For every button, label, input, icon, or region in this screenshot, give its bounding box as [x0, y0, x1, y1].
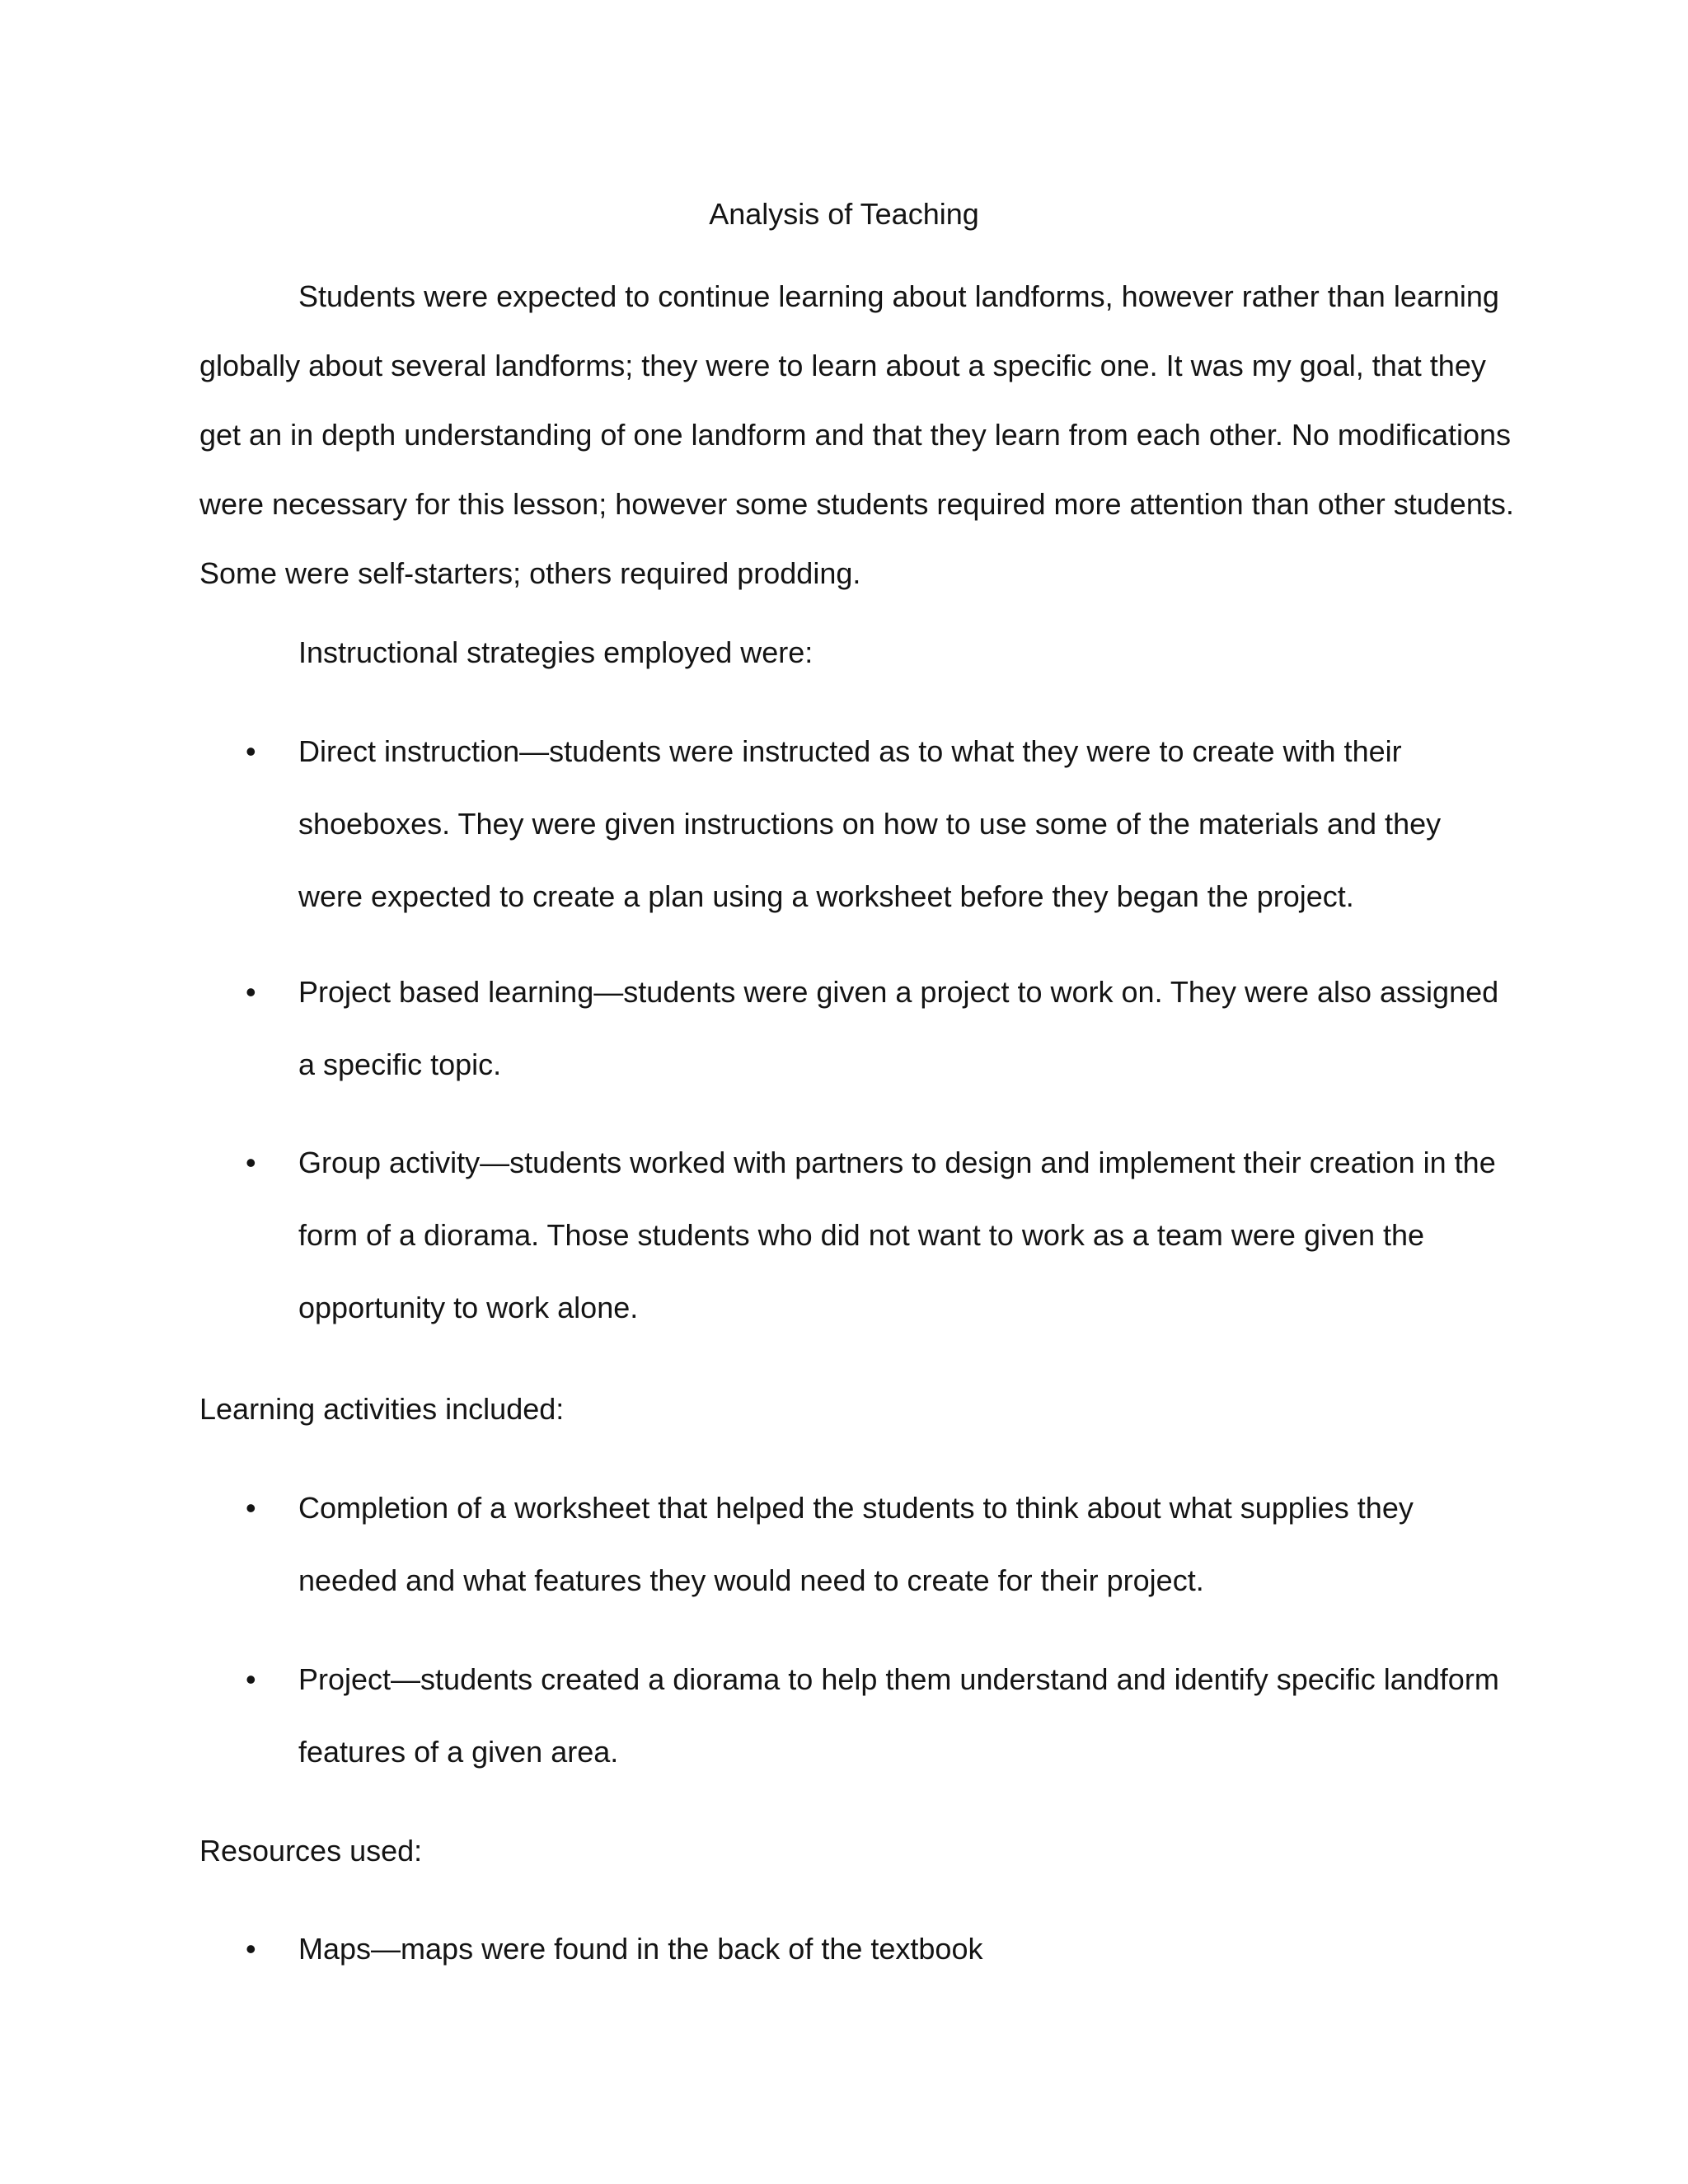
list-item-text: Completion of a worksheet that helped the students to think about what supplies they needed and what features they would need to create for their project.	[298, 1491, 1414, 1597]
bullet-icon: •	[246, 734, 256, 768]
bullet-icon: •	[246, 1932, 256, 1966]
list-item-text: Project based learning—students were given a project to work on. They were also assigned a specific topic.	[298, 975, 1499, 1081]
bullet-icon: •	[246, 975, 256, 1009]
activities-heading: Learning activities included:	[199, 1392, 565, 1426]
page-title: Analysis of Teaching	[709, 197, 979, 231]
intro-paragraph: Students were expected to continue learning about landforms, however rather than learning globally about several landforms; they were to learn about a specific one. It was my goal, that they get an in depth understanding of one landform and that they learn from each other. No modifications were necessary for this lesson; however some students required more attention than other students. Some were self-starters; others required prodding.	[199, 279, 1514, 590]
strategies-heading: Instructional strategies employed were:	[298, 635, 814, 669]
bullet-icon: •	[246, 1662, 256, 1696]
bullet-icon: •	[246, 1491, 256, 1525]
list-item-text: Project—students created a diorama to help them understand and identify specific landform features of a given area.	[298, 1662, 1499, 1769]
list-item-text: Group activity—students worked with partners to design and implement their creation in the form of a diorama. Those students who did not want to work as a team were given the opportunity to work alone.	[298, 1146, 1496, 1324]
resources-heading: Resources used:	[199, 1834, 423, 1868]
list-item-text: Direct instruction—students were instructed as to what they were to create with their shoeboxes. They were given instructions on how to use some of the materials and they were expected to create a plan using a worksheet before they began the project.	[298, 734, 1442, 913]
list-item-text: Maps—maps were found in the back of the textbook	[298, 1932, 983, 1966]
bullet-icon: •	[246, 1146, 256, 1179]
